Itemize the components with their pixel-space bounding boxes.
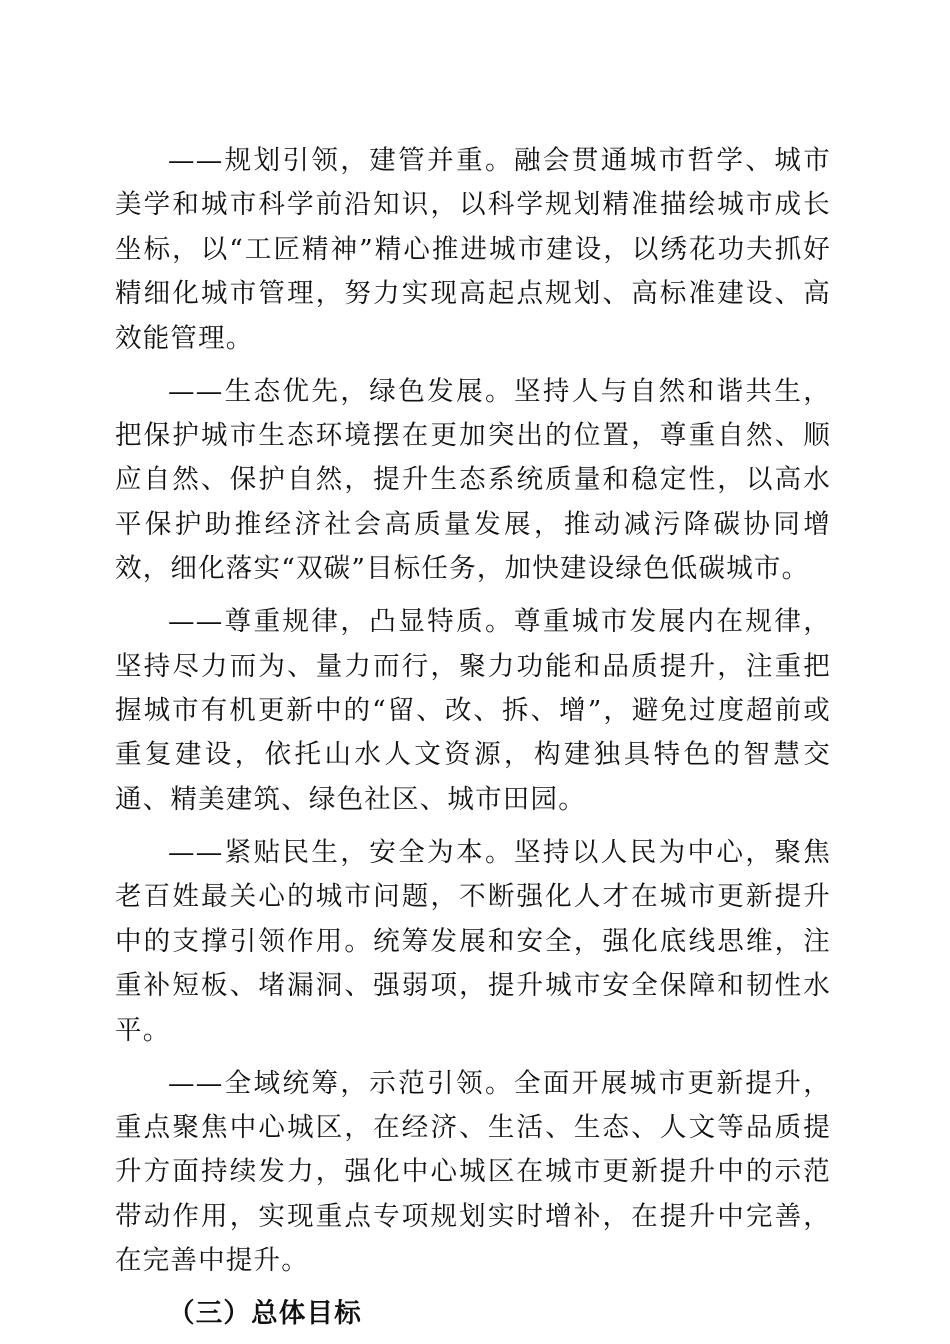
principle-paragraph-planning: ——规划引领，建管并重。融会贯通城市哲学、城市美学和城市科学前沿知识，以科学规划精准描绘城市成长坐标，以“工匠精神”精心推进城市建设，以绣花功夫抓好精细化城市管理，努力实现高起点规划、高标准建设、高效能管理。 [115,145,831,354]
document-body [115,139,831,1337]
section-heading: （三）总体目标 [168,1298,362,1330]
principle-paragraph-livelihood: ——紧贴民生，安全为本。坚持以人民为中心，聚焦老百姓最关心的城市问题，不断强化人才在城市更新提升中的支撑引领作用。统筹发展和安全，强化底线思维，注重补短板、堵漏洞、强弱项，提升城市安全保障和韧性水平。 [115,836,831,1046]
principle-paragraph-coordination: ——全域统筹，示范引领。全面开展城市更新提升，重点聚焦中心城区，在经济、生活、生态、人文等品质提升方面持续发力，强化中心城区在城市更新提升中的示范带动作用，实现重点专项规划实时增补，在提升中完善，在完善中提升。 [115,1067,831,1277]
principle-paragraph-ecology: ——生态优先，绿色发展。坚持人与自然和谐共生，把保护城市生态环境摆在更加突出的位置，尊重自然、顺应自然、保护自然，提升生态系统质量和稳定性，以高水平保护助推经济社会高质量发展，推动减污降碳协同增效，细化落实“双碳”目标任务，加快建设绿色低碳城市。 [115,375,831,585]
principle-paragraph-rules: ——尊重规律，凸显特质。尊重城市发展内在规律，坚持尽力而为、量力而行，聚力功能和品质提升，注重把握城市有机更新中的“留、改、拆、增”，避免过度超前或重复建设，依托山水人文资源，构建独具特色的智慧交通、精美建筑、绿色社区、城市田园。 [115,606,831,815]
